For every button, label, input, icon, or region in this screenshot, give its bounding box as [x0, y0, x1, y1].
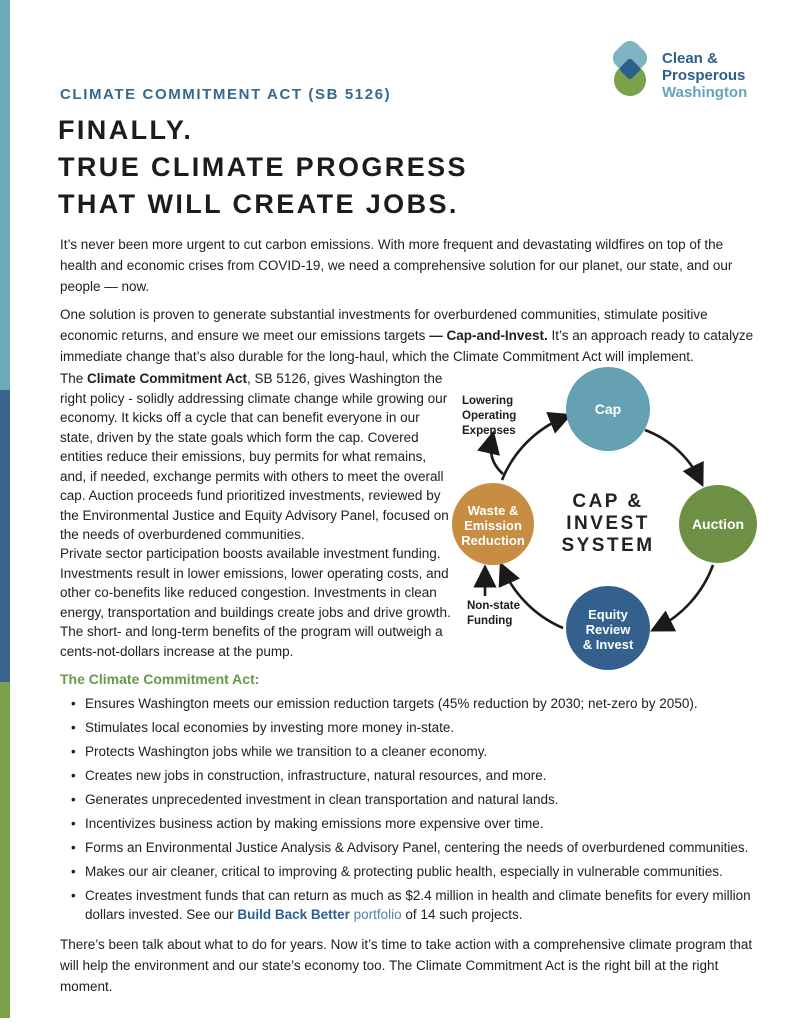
diagram-center-title: [561, 491, 654, 556]
center-title-line-1: CAP &: [572, 491, 644, 512]
list-item: • Creates new jobs in construction, infrastructure, natural resources, and more.: [60, 766, 762, 785]
nonstate-line-2: Funding: [467, 615, 513, 627]
equity-line-3: & Invest: [582, 637, 634, 652]
lowering-line-2: Operating: [462, 410, 517, 422]
headline-line-1: FINALLY.: [58, 115, 194, 145]
equity-line-1: Equity: [588, 607, 628, 622]
logo-line-3: Washington: [662, 84, 748, 101]
cap-node-label: Cap: [594, 401, 622, 417]
arrow-cap-to-auction: [645, 430, 700, 480]
body-paragraph-1-lead: The: [60, 371, 88, 386]
center-title-line-3: SYSTEM: [561, 535, 655, 556]
logo-line-2: Prosperous: [662, 67, 746, 84]
build-back-better-link[interactable]: Build Back Better: [237, 907, 350, 922]
climate-commitment-act-bold: Climate Commitment Act: [87, 371, 248, 386]
equity-node-label: [583, 607, 634, 652]
lowering-line-1: Lowering: [462, 395, 514, 407]
waste-line-1: Waste &: [467, 503, 519, 518]
auction-node-label: Auction: [691, 516, 745, 532]
waste-node-label: [461, 503, 525, 548]
list-item: • Generates unprecedented investment in clean transportation and natural lands.: [60, 790, 762, 809]
nonstate-line-1: Non-state: [467, 600, 521, 612]
logo-line-1: Clean &: [662, 50, 718, 67]
logo-wordmark: [662, 50, 747, 101]
page-title: [58, 112, 468, 223]
last-item-tail: of 14 such projects.: [401, 907, 523, 922]
waste-line-2: Emission: [464, 518, 522, 533]
kicker-title: CLIMATE COMMITMENT ACT (SB 5126): [60, 86, 392, 103]
list-item-investment-funds: [60, 886, 762, 924]
portfolio-link[interactable]: portfolio: [353, 907, 402, 922]
cap-and-invest-bold: — Cap-and-Invest.: [429, 328, 548, 343]
left-stripe-green: [0, 682, 10, 1018]
logo: [608, 36, 747, 101]
body-paragraph-1-tail: , SB 5126, gives Washington the right policy - solidly addressing climate change while growing our economy. It kicks off a cycle that can benefit everyone in our state, driven by the state goals which form the cap. Covered entities reduce their emissions, buy permits for what remains, and, if needed, exchange permits with others to meet the overall cap. Auction proceeds fund prioritized investments, reviewed by the Environmental Justice and Equity Advisory Panel, focused on the needs of overburdened communities.: [60, 371, 449, 542]
headline-line-2: TRUE CLIMATE PROGRESS: [58, 152, 468, 182]
list-item: • Stimulates local economies by investing more money in-state.: [60, 718, 762, 737]
list-item: • Makes our air cleaner, critical to improving & protecting public health, especially in vulnerable communities.: [60, 862, 762, 881]
list-item: • Incentivizes business action by making emissions more expensive over time.: [60, 814, 762, 833]
left-stripe-blue: [0, 390, 10, 682]
list-heading: The Climate Commitment Act:: [60, 671, 260, 687]
cap-invest-cycle-diagram: [445, 362, 800, 672]
equity-line-2: Review: [585, 622, 631, 637]
lowering-line-3: Expenses: [462, 425, 516, 437]
intro-paragraph-2-tail: It’s an approach ready to catalyze immediate change that’s also durable for the long-haul, which the Climate Commitment Act will implement.: [60, 328, 754, 364]
center-title-line-2: INVEST: [566, 513, 650, 534]
cap-and-invest-diagram: [445, 362, 800, 672]
left-stripe-teal: [0, 0, 10, 390]
intro-paragraph-2: [60, 304, 760, 367]
closing-paragraph: There’s been talk about what to do for years. Now it’s time to take action with a comprehensive climate program that will help the environment and our state’s economy too. The Climate Commitment Act is the right bill at the right moment.: [60, 937, 753, 994]
list-item: • Protects Washington jobs while we transition to a cleaner economy.: [60, 742, 762, 761]
intro-paragraph-1: It’s never been more urgent to cut carbon emissions. With more frequent and devastating wildfires on top of the health and economic crises from COVID-19, we need a comprehensive solution for our planet, our state, and our people — now.: [60, 237, 733, 294]
waste-line-3: Reduction: [461, 533, 525, 548]
body-paragraph-2: Private sector participation boosts available investment funding. Investments result in lower emissions, lower operating costs, and other co-benefits like reduced congestion. Investments in clean energy, transportation and buildings create jobs and drive growth. The short- and long-term benefits of the program will outweigh a cents-not-dollars increase at the pump.: [60, 546, 451, 659]
arrow-auction-to-equity: [657, 565, 713, 628]
lowering-expenses-label: [462, 395, 516, 437]
list-item: • Ensures Washington meets our emission reduction targets (45% reduction by 2030; net-zero by 2050).: [60, 694, 762, 713]
list-item: • Forms an Environmental Justice Analysis & Advisory Panel, centering the needs of overburdened communities.: [60, 838, 762, 857]
benefits-list: [60, 694, 762, 929]
intro-paragraph-2-text: One solution is proven to generate substantial investments for overburdened communities, stimulate positive economic returns, and ensure we meet our emissions targets: [60, 307, 708, 343]
body-paragraph-1: [60, 369, 452, 545]
nonstate-funding-label: [467, 600, 520, 627]
last-item-lead: Creates investment funds that can return as much as $2.4 million in health and climate benefits for every million dollars invested. See our: [85, 888, 751, 922]
arrow-to-lowering-expenses: [491, 438, 503, 474]
logo-mark-icon: [608, 36, 652, 100]
headline-line-3: THAT WILL CREATE JOBS.: [58, 189, 459, 219]
